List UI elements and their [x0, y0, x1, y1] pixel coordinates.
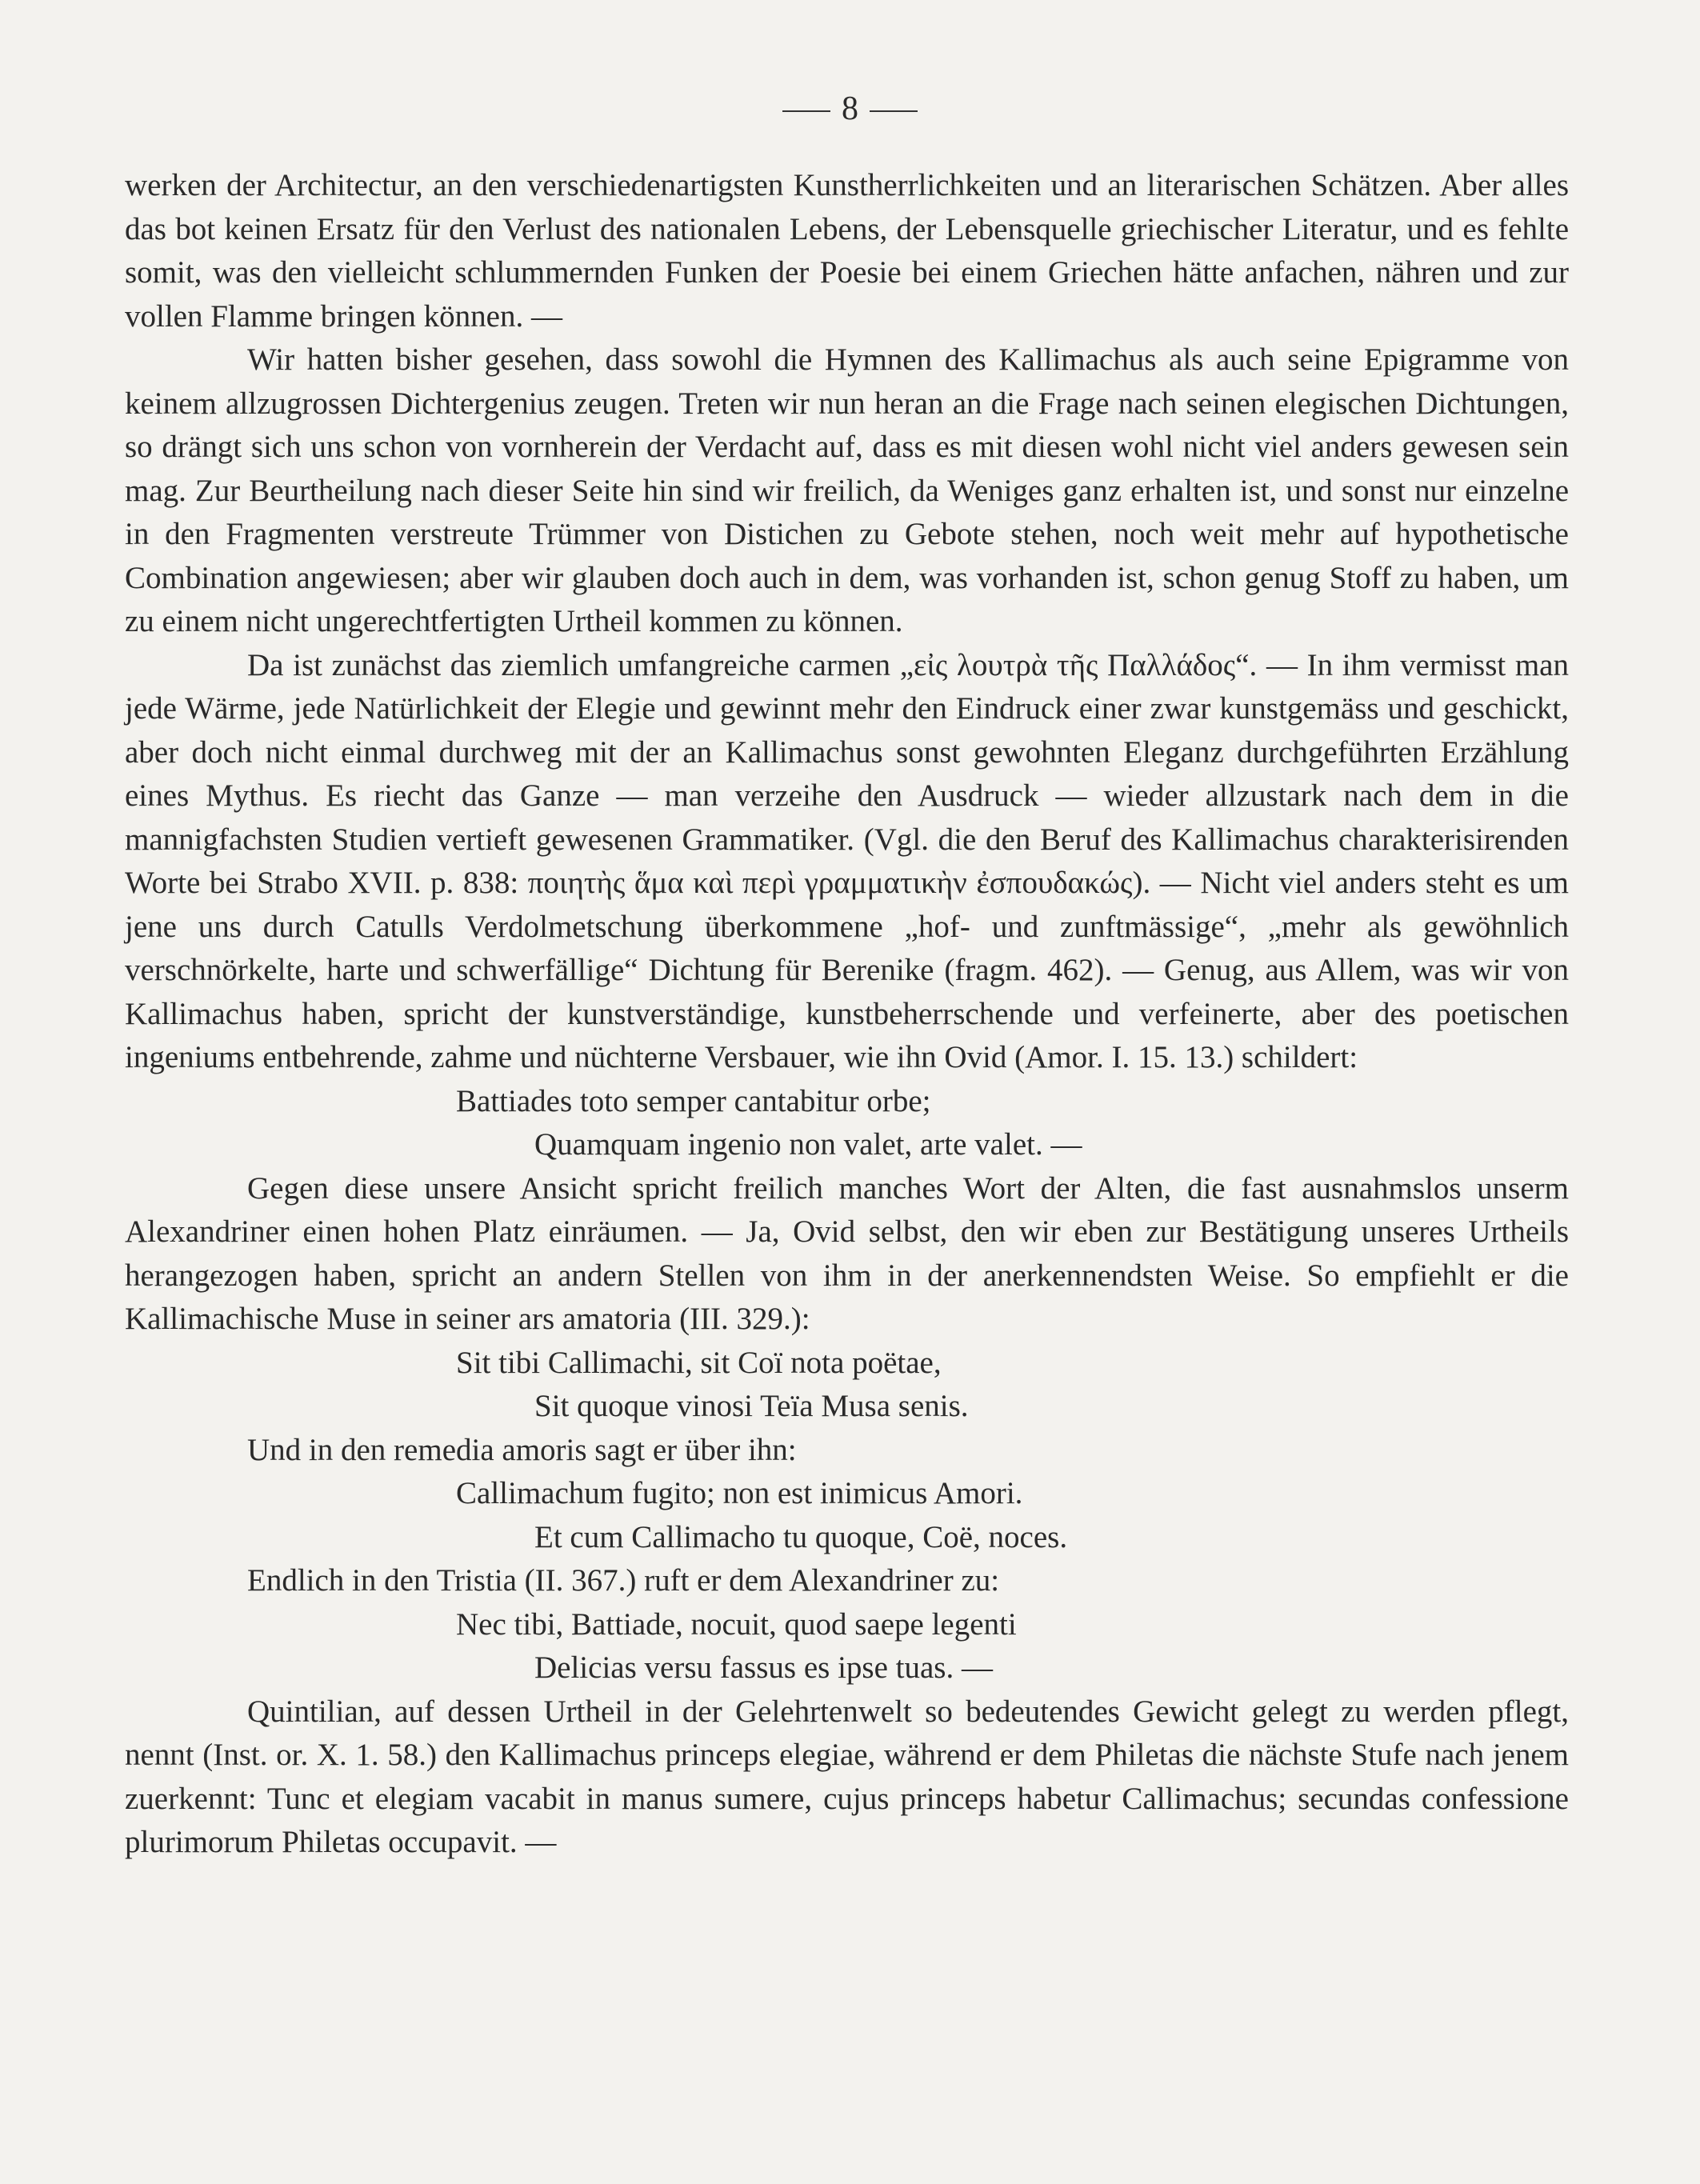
- header-right-ornament: [870, 110, 918, 112]
- verse-line: Et cum Callimacho tu quoque, Coë, noces.: [534, 1519, 1068, 1554]
- body-text: [125, 164, 1569, 1865]
- verse-line: Battiades toto semper cantabitur orbe;: [456, 1083, 931, 1118]
- verse-line: Sit quoque vinosi Teïa Musa senis.: [534, 1389, 969, 1423]
- verse-line: Callimachum fugito; non est inimicus Amori.: [456, 1476, 1023, 1510]
- verse-line: Nec tibi, Battiade, nocuit, quod saepe legenti: [456, 1606, 1017, 1642]
- paragraph: werken der Architectur, an den verschiedenartigsten Kunstherrlichkeiten und an literarischen Schätzen. Aber alles das bot keinen Ersatz für den Verlust des nationalen Lebens, der Lebensquelle griechischer Literatur, und es fehlte somit, was den vielleicht schlummernden Funken der Poesie bei einem Griechen hätte anfachen, nähren und zur vollen Flamme bringen können. —: [125, 168, 1569, 334]
- header-left-ornament: [782, 110, 830, 112]
- transition-line: Und in den remedia amoris sagt er über ihn:: [247, 1432, 797, 1467]
- paragraph: Gegen diese unsere Ansicht spricht freilich manches Wort der Alten, die fast ausnahmslos unserm Alexandriner einen hohen Platz einräumen. — Ja, Ovid selbst, den wir eben zur Bestätigung unseres Urtheils herangezogen haben, spricht an andern Stellen von ihm in der anerkennendsten Weise. So empfiehlt er die Kallimachische Muse in seiner ars amatoria (III. 329.):: [125, 1170, 1569, 1336]
- verse-line: Sit tibi Callimachi, sit Coï nota poëtae,: [456, 1345, 942, 1380]
- paragraph: Da ist zunächst das ziemlich umfangreiche carmen „εἰς λουτρὰ τῆς Παλλάδος“. — In ihm vermisst man jede Wärme, jede Natürlichkeit der Elegie und gewinnt mehr den Eindruck einer zwar kunstgemäss und geschickt, aber doch nicht einmal durchweg mit der an Kallimachus sonst gewohnten Eleganz durchgeführten Erzählung eines Mythus. Es riecht das Ganze — man verzeihe den Ausdruck — wieder allzustark nach dem in die mannigfachsten Studien vertieft gewesenen Grammatiker. (Vgl. die den Beruf des Kallimachus charakterisirenden Worte bei Strabo XVII. p. 838: ποιητὴς ἅμα καὶ περὶ γραμματικὴν ἐσπουδακώς). — Nicht viel anders steht es um jene uns durch Catulls Verdolmetschung überkommene „hof- und zunftmässige“, „mehr als gewöhnlich verschnörkelte, harte und schwerfällige“ Dichtung für Berenike (fragm. 462). — Genug, aus Allem, was wir von Kallimachus haben, spricht der kunstverständige, kunstbeherrschende und verfeinerte, aber des poetischen ingeniums entbehrende, zahme und nüchterne Versbauer, wie ihn Ovid (Amor. I. 15. 13.) schildert:: [125, 647, 1569, 1074]
- page-number: 8: [842, 90, 858, 127]
- verse-line: Delicias versu fassus es ipse tuas. —: [534, 1650, 993, 1685]
- page-header: [0, 90, 1700, 128]
- transition-line: Endlich in den Tristia (II. 367.) ruft er dem Alexandriner zu:: [247, 1563, 1000, 1598]
- paragraph: Wir hatten bisher gesehen, dass sowohl die Hymnen des Kallimachus als auch seine Epigramme von keinem allzugrossen Dichtergenius zeugen. Treten wir nun heran an die Frage nach seinen elegischen Dichtungen, so drängt sich uns schon von vornherein der Verdacht auf, dass es mit diesen wohl nicht viel anders gewesen sein mag. Zur Beurtheilung nach dieser Seite hin sind wir freilich, da Weniges ganz erhalten ist, und sonst nur einzelne in den Fragmenten verstreute Trümmer von Distichen zu Gebote stehen, noch weit mehr auf hypothetische Combination angewiesen; aber wir glauben doch auch in dem, was vorhanden ist, schon genug Stoff zu haben, um zu einem nicht ungerechtfertigten Urtheil kommen zu können.: [125, 342, 1569, 638]
- paragraph: Quintilian, auf dessen Urtheil in der Gelehrtenwelt so bedeutendes Gewicht gelegt zu werden pflegt, nennt (Inst. or. X. 1. 58.) den Kallimachus princeps elegiae, während er dem Philetas die nächste Stufe nach jenem zuerkennt: Tunc et elegiam vacabit in manus sumere, cujus princeps habetur Callimachus; secundas confessione plurimorum Philetas occupavit. —: [125, 1694, 1569, 1859]
- verse-line: Quamquam ingenio non valet, arte valet. —: [534, 1127, 1082, 1162]
